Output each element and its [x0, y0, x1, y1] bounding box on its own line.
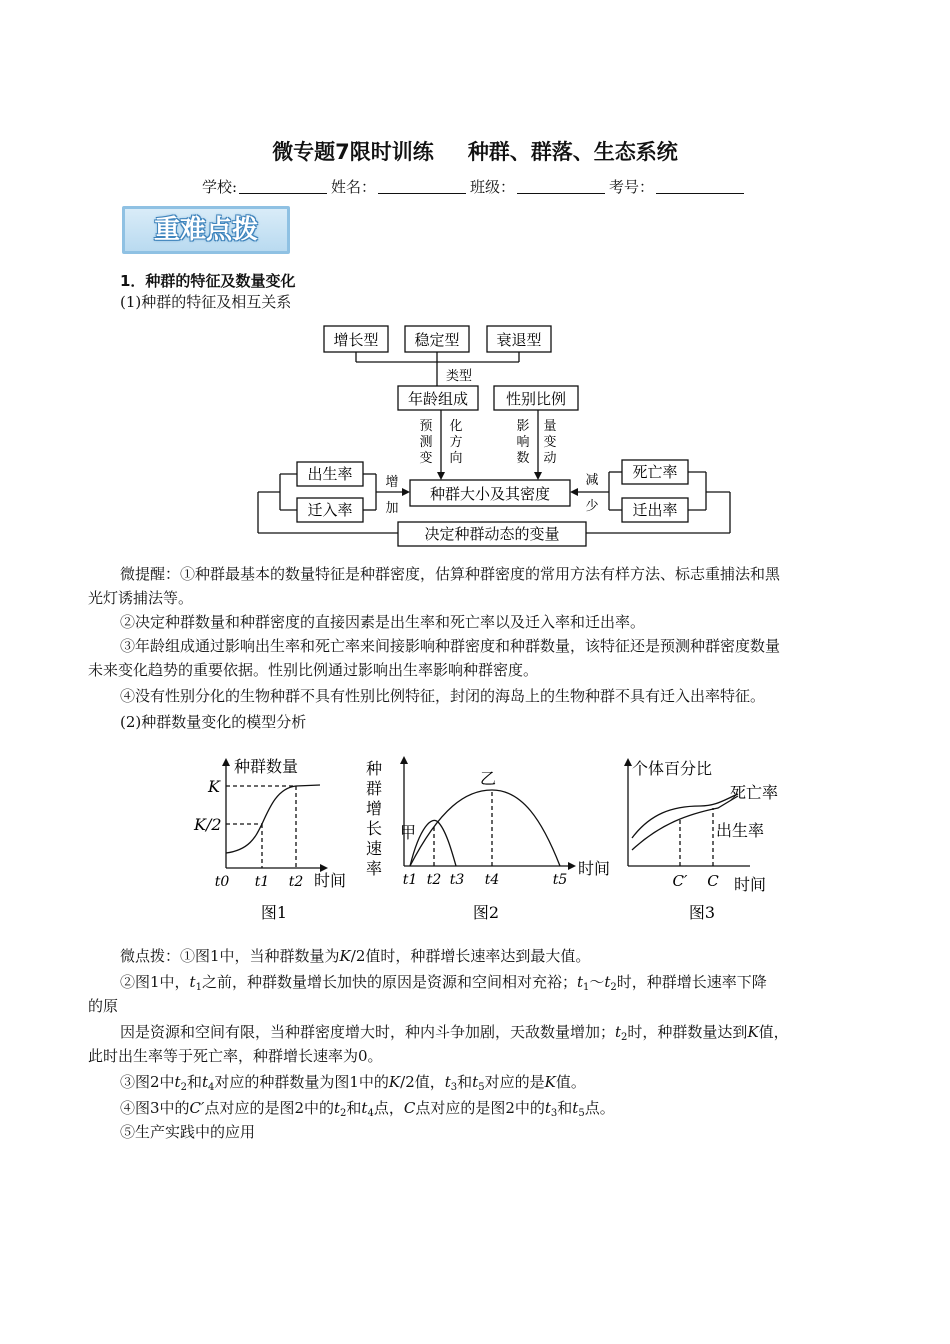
fig3-ylabel: 个体百分比: [632, 759, 713, 778]
name-blank[interactable]: [378, 179, 466, 194]
fig2-caption: 图2: [472, 903, 500, 922]
label-sex-ratio: 性别比例: [505, 390, 567, 408]
fig2-xlabel: 时间: [578, 859, 611, 878]
fig1-s-curve: [226, 785, 320, 853]
fig2-series-yi: 乙: [480, 769, 497, 788]
tip-2: ②图1中，$t_1$之前，种群数量增长加快的原因是资源和空间相对充裕；$t_1\sim t_2$时，种群增长速率下降: [120, 973, 767, 993]
label-birth-rate: 出生率: [307, 465, 353, 483]
svg-text:速: 速: [365, 839, 383, 858]
page-title: [0, 136, 950, 166]
svg-text:种: 种: [365, 759, 383, 778]
class-blank[interactable]: [517, 179, 605, 194]
fig2-xtick-t3: t3: [449, 872, 465, 888]
svg-text:增: 增: [365, 799, 383, 818]
tip-5: ⑤生产实践中的应用: [120, 1123, 256, 1141]
fig1-xtick-t1: t1: [254, 874, 270, 890]
fig1-ylabel: 种群数量: [234, 757, 299, 776]
label-immigration-rate: 迁入率: [307, 501, 353, 519]
figure-3-birth-death: [620, 754, 800, 924]
vtext-direction-2: 方: [449, 435, 463, 450]
subheading-2: (2)种群数量变化的模型分析: [120, 713, 307, 731]
fig2-xtick-t2: t2: [426, 872, 442, 888]
fig2-xtick-t4: t4: [484, 872, 500, 888]
vtext-decrease-2: 少: [585, 499, 599, 514]
note-3: ③年龄组成通过影响出生率和死亡率来间接影响种群密度和种群数量，该特征还是预测种群密度数量: [120, 637, 781, 655]
fig2-curve-yi: [410, 790, 560, 866]
title-left: 微专题7限时训练: [272, 140, 434, 164]
student-info-line: [0, 176, 950, 197]
note-3-cont: 未来变化趋势的重要依据。性别比例通过影响出生率影响种群密度。: [88, 661, 539, 679]
fig1-xlabel: 时间: [314, 871, 347, 890]
note-1: 微提醒：①种群最基本的数量特征是种群密度，估算种群密度的常用方法有样方法、标志重捕法和黑: [120, 565, 781, 583]
vtext-direction-3: 向: [449, 451, 463, 466]
note-1-cont: 光灯诱捕法等。: [88, 589, 194, 607]
section-banner: [122, 206, 290, 254]
vtext-direction-1: 化: [449, 419, 463, 434]
fig3-series-death: 死亡率: [730, 783, 779, 802]
vtext-predict-1: 预: [419, 419, 433, 434]
section-heading: 1．种群的特征及数量变化: [120, 272, 296, 290]
class-label: 班级：: [470, 178, 516, 196]
label-dynamic-variables: 决定种群动态的变量: [424, 525, 560, 543]
vtext-predict-3: 变: [419, 451, 433, 466]
fig3-xtick-c-prime: C′: [672, 872, 688, 890]
figure-2-growth-rate: [360, 754, 622, 924]
vtext-influence-2: 响: [516, 435, 530, 450]
label-stable-type: 稳定型: [414, 331, 460, 349]
fig2-ylabel-vertical: [366, 759, 382, 878]
svg-text:率: 率: [365, 859, 383, 878]
label-decline-type: 衰退型: [496, 331, 542, 349]
vtext-quantity-3: 动: [543, 451, 557, 466]
label-emigration-rate: 迁出率: [632, 501, 678, 519]
fig2-xtick-t5: t5: [552, 872, 568, 888]
tip-1: 微点拨：①图1中，当种群数量为K/2值时，种群增长速率达到最大值。: [120, 947, 591, 965]
svg-text:长: 长: [365, 819, 383, 838]
note-4: ④没有性别分化的生物种群不具有性别比例特征，封闭的海岛上的生物种群不具有迁入出率特征。: [120, 687, 766, 705]
fig3-xtick-c: C: [707, 872, 719, 890]
vtext-decrease-1: 减: [585, 473, 599, 488]
fig3-series-birth: 出生率: [716, 821, 765, 840]
label-growth-type: 增长型: [333, 331, 379, 349]
fig3-caption: 图3: [688, 903, 716, 922]
subheading-1: (1)种群的特征及相互关系: [120, 293, 292, 311]
fig1-xtick-t2: t2: [288, 874, 304, 890]
school-blank[interactable]: [239, 179, 327, 194]
fig1-ytick-k2: K/2: [194, 815, 222, 834]
vtext-quantity-1: 量: [543, 419, 557, 434]
vtext-influence-1: 影: [516, 419, 530, 434]
vtext-predict-2: 测: [419, 435, 433, 450]
fig3-xlabel: 时间: [734, 875, 767, 894]
fig1-caption: 图1: [260, 903, 288, 922]
school-label: 学校:: [201, 178, 237, 196]
banner-text: 重难点拨: [153, 215, 258, 245]
vtext-increase-2: 加: [385, 501, 399, 516]
title-right: 种群、群落、生态系统: [467, 140, 678, 164]
exam-no-blank[interactable]: [656, 179, 744, 194]
vtext-influence-3: 数: [516, 451, 530, 466]
vtext-quantity-2: 变: [543, 435, 557, 450]
label-death-rate: 死亡率: [632, 463, 678, 481]
name-label: 姓名：: [331, 178, 377, 196]
label-type: 类型: [445, 369, 473, 384]
exam-no-label: 考号：: [609, 178, 655, 196]
svg-text:群: 群: [365, 779, 383, 798]
fig2-xtick-t1: t1: [402, 872, 418, 888]
note-2: ②决定种群数量和种群密度的直接因素是出生率和死亡率以及迁入率和迁出率。: [120, 613, 646, 631]
fig2-series-jia: 甲: [400, 823, 417, 842]
label-population-density: 种群大小及其密度: [429, 485, 551, 503]
vtext-increase-1: 增: [385, 475, 399, 490]
population-characteristics-diagram: [250, 318, 740, 550]
fig1-ytick-k: K: [208, 777, 220, 796]
figure-1-logistic-curve: [192, 748, 362, 924]
tip-3: ③图2中$t_2$和$t_4$对应的种群数量为图1中的K/2值，$t_3$和$t_5$对应的是K值。: [120, 1073, 586, 1093]
tip-2-line3: 此时出生率等于死亡率，种群增长速率为0。: [88, 1047, 383, 1065]
tip-4: ④图3中的C′点对应的是图2中的$t_2$和$t_4$点，C点对应的是图2中的$t_3$和$t_5$点。: [120, 1099, 615, 1119]
fig1-xtick-t0: t0: [214, 874, 230, 890]
label-age-structure: 年龄组成: [407, 390, 469, 408]
tip-2-line2: 因是资源和空间有限，当种群密度增大时，种内斗争加剧，天敌数量增加；$t_2$时，种群数量达到K值，: [120, 1023, 789, 1043]
tip-2-cont: 的原: [88, 997, 119, 1015]
